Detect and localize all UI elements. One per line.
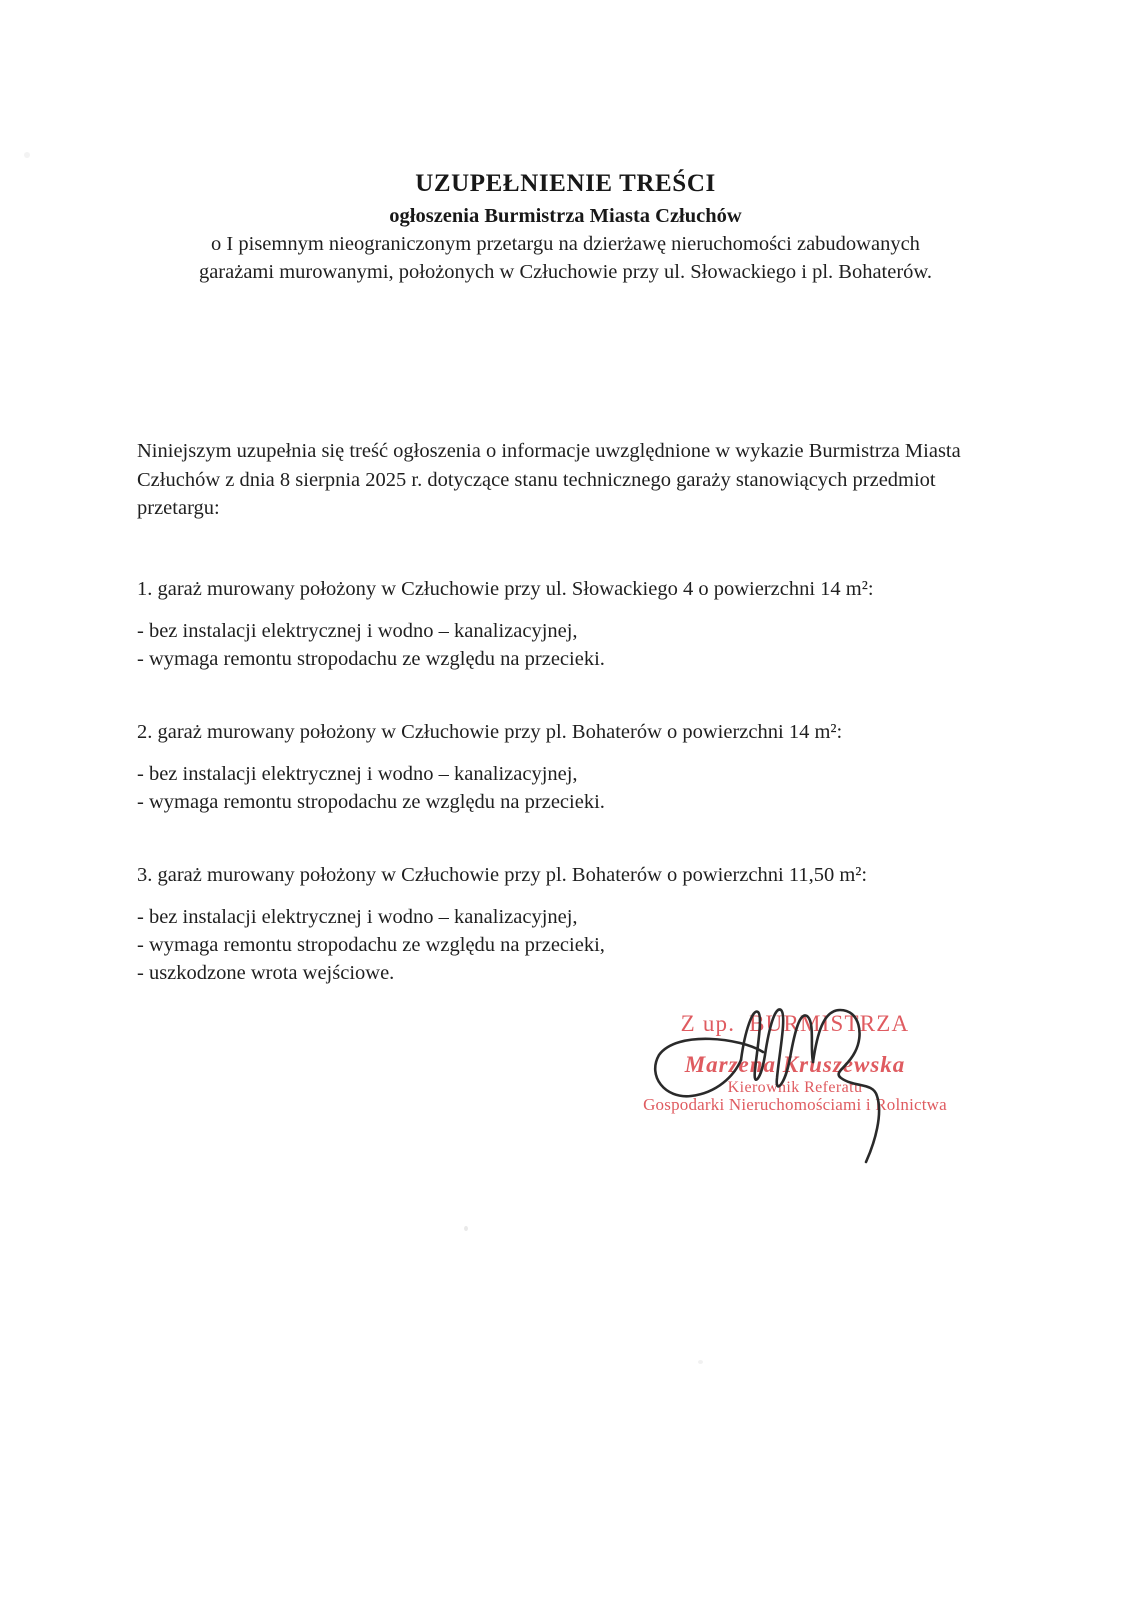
scan-speck xyxy=(24,152,30,158)
garage-item-3-bullet-2: - wymaga remontu stropodachu ze względu na przecieki, xyxy=(137,934,605,956)
garage-item-1-heading: 1. garaż murowany położony w Człuchowie przy ul. Słowackiego 4 o powierzchni 14 m²: xyxy=(137,578,874,600)
garage-item-2 xyxy=(137,720,1017,816)
signature-left-loop xyxy=(655,1039,763,1096)
document-subtitle-line2: o I pisemnym nieograniczonym przetargu na dzierżawę nieruchomości zabudowanych xyxy=(211,233,920,255)
document-title: UZUPEŁNIENIE TREŚCI xyxy=(415,170,716,197)
garage-item-2-heading: 2. garaż murowany położony w Człuchowie przy pl. Bohaterów o powierzchni 14 m²: xyxy=(137,721,843,743)
stamp-authority-line: Z up. BURMISTRZA xyxy=(680,1011,910,1036)
garage-item-1-details xyxy=(137,617,1017,673)
garage-item-3-bullet-1: - bez instalacji elektrycznej i wodno – kanalizacyjnej, xyxy=(137,906,578,928)
garage-item-2-details xyxy=(137,760,1017,816)
garage-item-1-bullet-2: - wymaga remontu stropodachu ze względu na przecieki. xyxy=(137,648,605,670)
handwritten-signature-ink xyxy=(645,1000,905,1170)
garage-item-3-details xyxy=(137,903,1017,987)
garage-item-3 xyxy=(137,863,1017,987)
scan-speck xyxy=(698,1360,703,1364)
garage-item-3-bullet-3: - uszkodzone wrota wejściowe. xyxy=(137,962,395,984)
document-header xyxy=(0,170,1131,284)
scan-speck xyxy=(464,1226,468,1231)
signature-right-loop-tail xyxy=(813,1010,879,1162)
stamp-signer-name: Marzena Kruszewska xyxy=(684,1052,906,1077)
garage-item-2-bullet-1: - bez instalacji elektrycznej i wodno – kanalizacyjnej, xyxy=(137,763,578,785)
garage-item-1-bullet-1: - bez instalacji elektrycznej i wodno – kanalizacyjnej, xyxy=(137,620,578,642)
stamp-department: Gospodarki Nieruchomościami i Rolnictwa xyxy=(643,1095,947,1114)
stamp-signer-role: Kierownik Referatu xyxy=(727,1079,863,1096)
document-subtitle: ogłoszenia Burmistrza Miasta Człuchów xyxy=(389,205,742,227)
garage-item-3-heading: 3. garaż murowany położony w Człuchowie przy pl. Bohaterów o powierzchni 11,50 m²: xyxy=(137,864,868,886)
garage-item-1 xyxy=(137,577,1017,673)
garage-item-2-bullet-2: - wymaga remontu stropodachu ze względu na przecieki. xyxy=(137,791,605,813)
document-subtitle-line3: garażami murowanymi, położonych w Człuchowie przy ul. Słowackiego i pl. Bohaterów. xyxy=(198,261,933,283)
intro-paragraph: Niniejszym uzupełnia się treść ogłoszenia o informacje uwzględnione w wykazie Burmistrza Miasta Człuchów z dnia 8 sierpnia 2025 r. dotyczące stanu technicznego garaży stanowiących przedmiot przetargu: xyxy=(137,440,961,520)
